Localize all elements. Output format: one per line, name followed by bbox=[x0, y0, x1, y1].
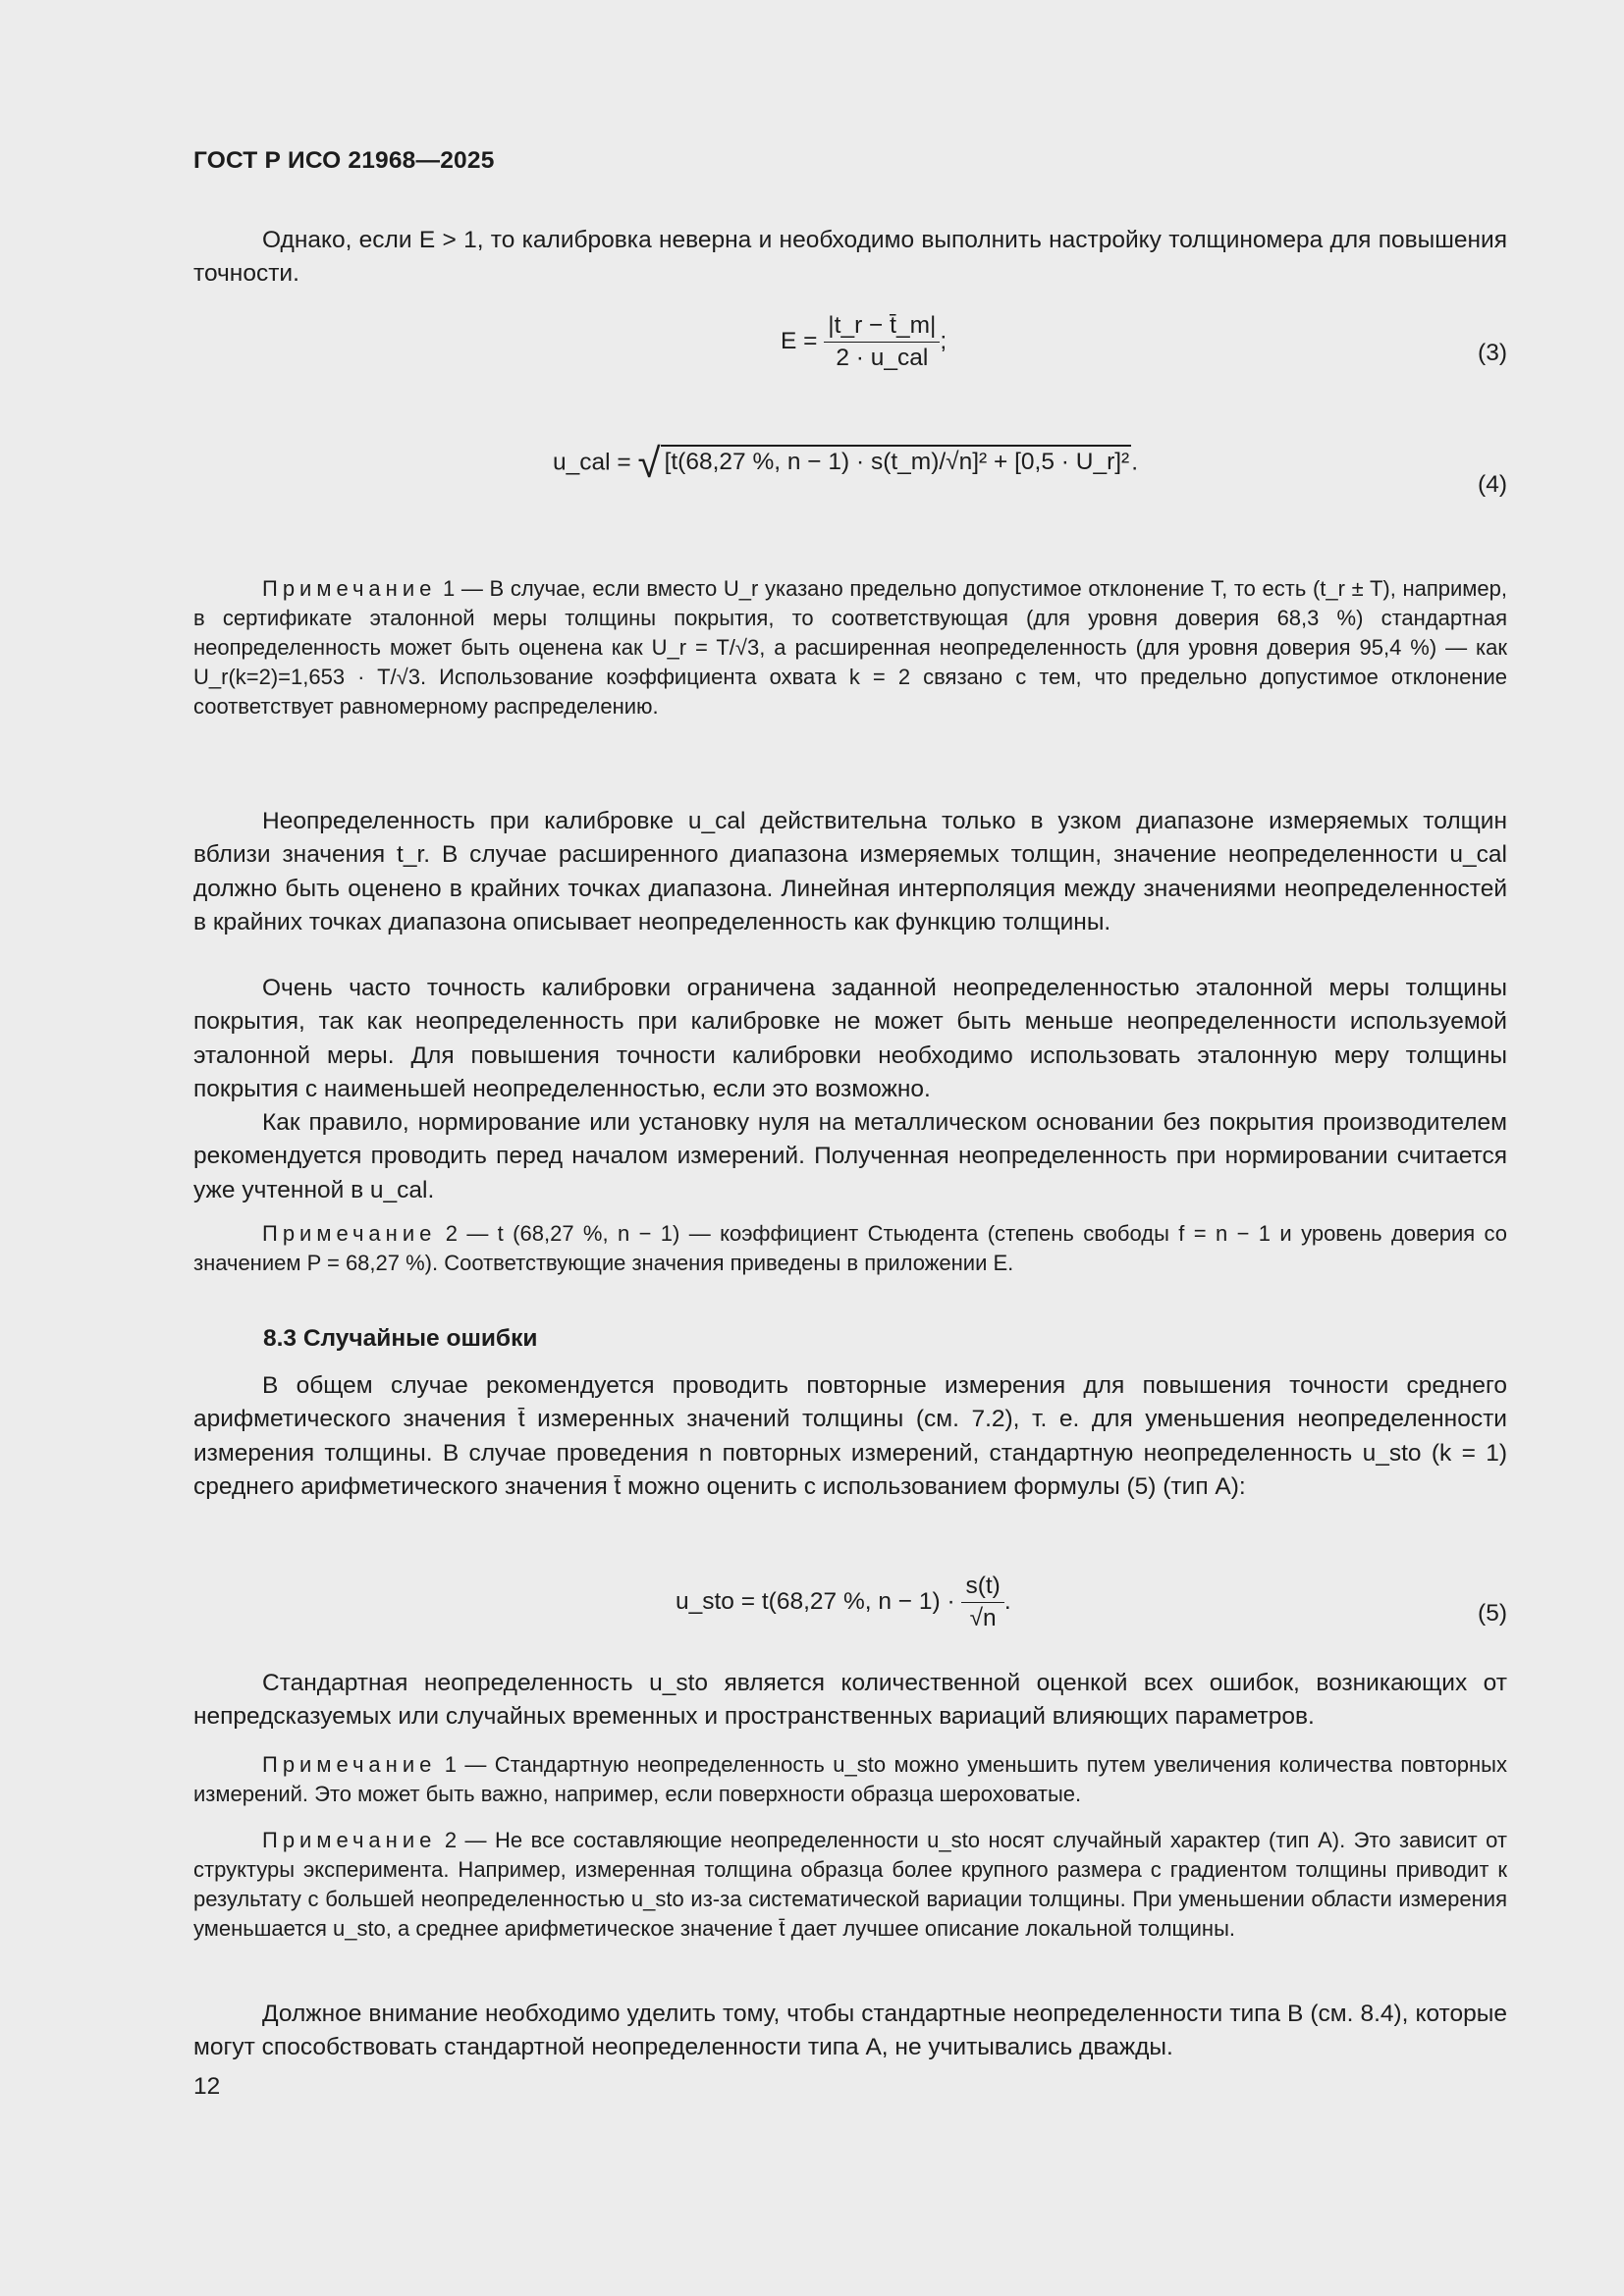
document-header: ГОСТ Р ИСО 21968—2025 bbox=[193, 147, 495, 174]
eq5-numerator: s(t) bbox=[961, 1573, 1003, 1603]
eq4-number: (4) bbox=[1478, 471, 1507, 498]
eq3-numerator: |t_r − t̄_m| bbox=[824, 312, 940, 343]
eq3-lhs: E = bbox=[781, 327, 818, 354]
paragraph-intro bbox=[193, 224, 1507, 292]
note-4 bbox=[193, 1826, 1507, 1944]
note-2 bbox=[193, 1219, 1507, 1278]
paragraph-6 bbox=[193, 1667, 1507, 1735]
note-2-text: 2 — t (68,27 %, n − 1) — коэффициент Стьюдента (степень свободы f = n − 1 и уровень доверия со значением P = 68,27 %). Соответствующие значения приведены в приложении Е. bbox=[193, 1221, 1507, 1275]
paragraph-intro-text: Однако, если E > 1, то калибровка неверна и необходимо выполнить настройку толщиномера для повышения точности. bbox=[193, 227, 1507, 288]
radical-sign-icon: √ bbox=[637, 440, 661, 486]
equation-5 bbox=[676, 1573, 1011, 1632]
paragraph-7-text: Должное внимание необходимо уделить тому, чтобы стандартные неопределенности типа В (см. 8.4), которые могут способствовать стандартной неопределенности типа А, не учитывались дважды. bbox=[193, 2001, 1507, 2061]
paragraph-2 bbox=[193, 805, 1507, 939]
eq4-tail: . bbox=[1131, 449, 1139, 476]
paragraph-3 bbox=[193, 972, 1507, 1106]
eq5-fraction bbox=[961, 1573, 1003, 1632]
paragraph-4-text: Как правило, нормирование или установку нуля на металлическом основании без покрытия производителем рекомендуется проводить перед началом измерений. Полученная неопределенность при нормировании считается уже учтенной в u_cal. bbox=[193, 1109, 1507, 1203]
note-1 bbox=[193, 574, 1507, 721]
paragraph-2-text: Неопределенность при калибровке u_cal действительна только в узком диапазоне измеряемых толщин вблизи значения t_r. В случае расширенного диапазона измеряемых толщин, значение неопределенности u_cal должно быть оценено в крайних точках диапазона. Линейная интерполяция между значениями неопределенностей в крайних точках диапазона описывает неопределенность как функцию толщины. bbox=[193, 808, 1507, 935]
eq3-number: (3) bbox=[1478, 340, 1507, 366]
note-4-label: Примечание bbox=[262, 1828, 437, 1852]
equation-4 bbox=[553, 440, 1138, 487]
note-1-label: Примечание bbox=[262, 576, 437, 601]
note-3 bbox=[193, 1750, 1507, 1809]
eq4-radicand: [t(68,27 %, n − 1) · s(t_m)/√n]² + [0,5 · U_r]² bbox=[661, 445, 1132, 476]
note-1-text: 1 — В случае, если вместо U_r указано предельно допустимое отклонение T, то есть (t_r ± T), например, в сертификате эталонной меры толщины покрытия, то соответствующая (для уровня доверия 68,3 %) стандартная неопределенность может быть оценена как U_r = T/√3, а расширенная неопределенность (для уровня доверия 95,4 %) — как U_r(k=2)=1,653 · T/√3. Использование коэффициента охвата k = 2 связано с тем, что предельно допустимое отклонение соответствует равномерному распределению. bbox=[193, 576, 1507, 719]
eq4-lhs: u_cal = bbox=[553, 449, 631, 476]
eq3-tail: ; bbox=[940, 327, 947, 354]
paragraph-6-text: Стандартная неопределенность u_sto является количественной оценкой всех ошибок, возникающих от непредсказуемых или случайных временных и пространственных вариаций влияющих параметров. bbox=[193, 1670, 1507, 1731]
eq5-tail: . bbox=[1003, 1587, 1011, 1615]
eq5-number: (5) bbox=[1478, 1600, 1507, 1627]
note-3-text: 1 — Стандартную неопределенность u_sto можно уменьшить путем увеличения количества повторных измерений. Это может быть важно, например, если поверхности образца шероховатые. bbox=[193, 1752, 1507, 1806]
note-4-text: 2 — Не все составляющие неопределенности u_sto носят случайный характер (тип А). Это зависит от структуры эксперимента. Например, измеренная толщина образца более крупного размера с градиентом толщины приводит к результату с большей неопределенностью u_sto из-за систематической вариации толщины. При уменьшении области измерения уменьшается u_sto, а среднее арифметическое значение t̄ дает лучшее описание локальной толщины. bbox=[193, 1828, 1507, 1941]
paragraph-3-text: Очень часто точность калибровки ограничена заданной неопределенностью эталонной меры толщины покрытия, так как неопределенность при калибровке не может быть меньше неопределенности используемой эталонной меры. Для повышения точности калибровки необходимо использовать эталонную меру толщины покрытия с наименьшей неопределенностью, если это возможно. bbox=[193, 975, 1507, 1102]
equation-3 bbox=[781, 312, 947, 372]
paragraph-5 bbox=[193, 1369, 1507, 1504]
paragraph-7 bbox=[193, 1998, 1507, 2065]
page-number: 12 bbox=[193, 2073, 221, 2100]
paragraph-5-text: В общем случае рекомендуется проводить повторные измерения для повышения точности среднего арифметического значения t̄ измеренных значений толщины (см. 7.2), т. е. для уменьшения неопределенности измерения толщины. В случае проведения n повторных измерений, стандартную неопределенность u_sto (k = 1) среднего арифметического значения t̄ можно оценить с использованием формулы (5) (тип А): bbox=[193, 1372, 1507, 1500]
note-3-label: Примечание bbox=[262, 1752, 437, 1777]
note-2-label: Примечание bbox=[262, 1221, 437, 1246]
eq5-lhs: u_sto = t(68,27 %, n − 1) · bbox=[676, 1587, 955, 1615]
section-heading: 8.3 Случайные ошибки bbox=[263, 1325, 538, 1352]
eq5-denominator: √n bbox=[969, 1605, 997, 1631]
eq3-denominator: 2 · u_cal bbox=[836, 345, 929, 371]
paragraph-4 bbox=[193, 1106, 1507, 1207]
eq3-fraction bbox=[824, 312, 940, 372]
